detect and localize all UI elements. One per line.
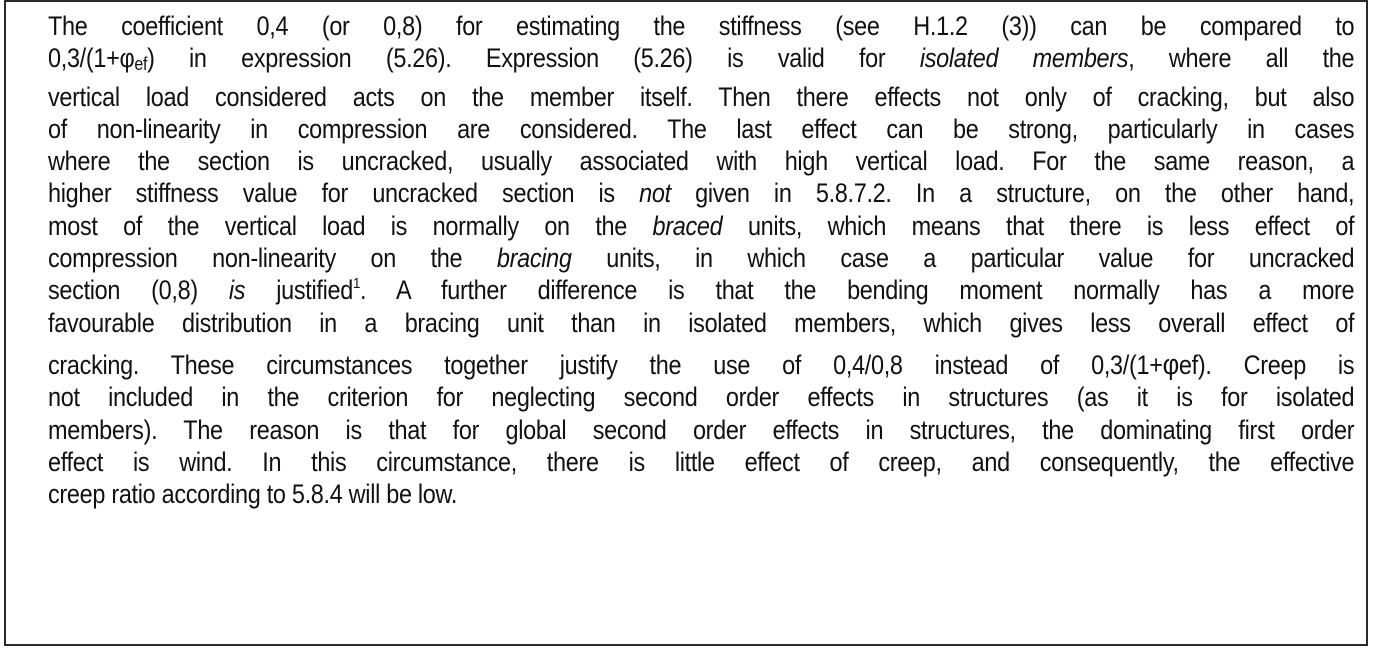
emphasis-text: not bbox=[639, 178, 671, 209]
text-run: units, in which case a particular value for uncracked bbox=[606, 243, 1355, 274]
emphasis-text: bracing bbox=[496, 243, 572, 274]
paragraph-line: The coefficient 0,4 (or 0,8) for estimating the stiffness (see H.1.2 (3)) can be compared to bbox=[48, 11, 1355, 41]
text-run: given in 5.8.7.2. In a structure, on the other hand, bbox=[695, 178, 1355, 209]
emphasis-text: braced bbox=[652, 210, 723, 241]
text-run: most of the vertical load is normally on the bbox=[48, 210, 627, 241]
text-box-top-border bbox=[4, 0, 1368, 2]
text-run: ) in expression (5.26). Expression (5.26) is valid for bbox=[147, 43, 886, 74]
paragraph-line: favourable distribution in a bracing unit than in isolated members, which gives less overall effect of bbox=[48, 307, 1355, 338]
text-run: compression non-linearity on the bbox=[48, 243, 463, 274]
text-run: , where all the bbox=[1128, 43, 1355, 74]
text-run: . A further difference is that the bending moment normally has a more bbox=[360, 275, 1355, 306]
paragraph-line: members). The reason is that for global second order effects in structures, the dominating first order bbox=[48, 414, 1355, 445]
paragraph-line: effect is wind. In this circumstance, there is little effect of creep, and consequently, the effective bbox=[48, 446, 1355, 477]
footnote-marker: 1 bbox=[352, 275, 361, 293]
paragraph-line bbox=[48, 42, 1354, 80]
text-run: ef). Creep is bbox=[1178, 349, 1355, 380]
paragraph-line bbox=[48, 210, 1354, 242]
phi-glyph: φ bbox=[119, 43, 135, 74]
body-paragraph bbox=[48, 10, 1355, 510]
paragraph-line bbox=[48, 177, 1354, 209]
paragraph-line: where the section is uncracked, usually associated with high vertical load. For the same reason, a bbox=[48, 146, 1355, 177]
paragraph-line: of non-linearity in compression are considered. The last effect can be strong, particularly in cases bbox=[48, 113, 1355, 144]
text-run: 0,3/(1+ bbox=[48, 43, 120, 74]
emphasis-text: is bbox=[228, 275, 246, 306]
paragraph-line: creep ratio according to 5.8.4 will be low. bbox=[48, 479, 458, 510]
paragraph-line bbox=[48, 242, 1354, 274]
paragraph-line bbox=[48, 349, 1354, 381]
text-run: higher stiffness value for uncracked section is bbox=[48, 178, 615, 209]
phi-symbol bbox=[120, 43, 148, 73]
phi-symbol: φ bbox=[1162, 348, 1179, 381]
text-run: section (0,8) bbox=[48, 275, 198, 306]
text-run: cracking. These circumstances together justify the use of 0,4/0,8 instead of 0,3/(1+ bbox=[48, 349, 1163, 380]
paragraph-line: vertical load considered acts on the member itself. Then there effects not only of cracking, but also bbox=[48, 81, 1355, 112]
text-run: justified bbox=[276, 275, 353, 306]
text-run: units, which means that there is less effect of bbox=[747, 210, 1355, 241]
phi-subscript: ef bbox=[134, 54, 148, 75]
paragraph-line bbox=[48, 274, 1354, 306]
emphasis-text: isolated members bbox=[919, 43, 1129, 74]
paragraph-line: not included in the criterion for neglecting second order effects in structures (as it is for isolated bbox=[48, 382, 1355, 413]
